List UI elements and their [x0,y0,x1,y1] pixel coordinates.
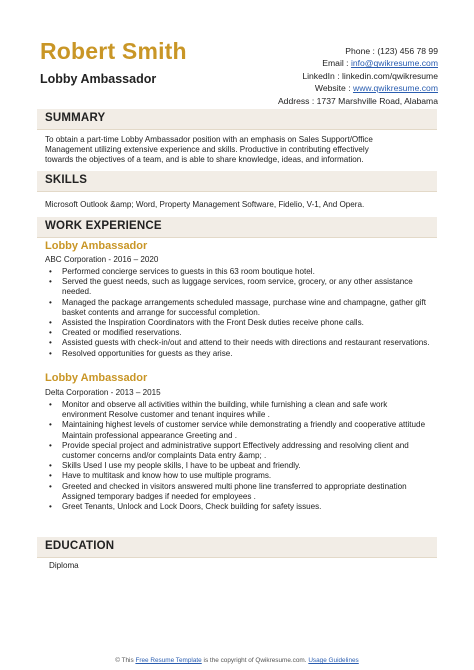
experience-section-header [37,217,437,238]
job-company-dates: Delta Corporation - 2013 – 2015 [45,388,161,397]
free-resume-template-link[interactable]: Free Resume Template [135,657,202,664]
phone-label: Phone : [345,46,378,56]
experience-heading: WORK EXPERIENCE [45,220,162,232]
list-item: • Assisted the Inspiration Coordinators with the Front Desk duties receive phone calls. [45,318,430,328]
address-value: 1737 Marshville Road, Alabama [316,95,438,106]
summary-section-header [37,109,437,130]
website-link[interactable]: www.qwikresume.com [352,83,438,94]
skills-section-header [37,171,437,192]
skills-heading: SKILLS [45,174,88,186]
summary-text [45,135,430,166]
list-item: • Skills Used I use my people skills, I have to be upbeat and friendly. [45,461,430,471]
list-item: • Greeted and checked in visitors answered multi phone line transferred to appropriate destination Assigned temporary badges if needed for employees . [45,482,430,502]
list-item: • Managed the package arrangements scheduled massage, purchase wine and champagne, gather gift basket contents and arrange for successful completion. [45,298,430,318]
candidate-title: Lobby Ambassador [40,72,157,86]
job-company-dates: ABC Corporation - 2016 – 2020 [45,255,159,264]
contact-phone [208,45,438,57]
phone-value: (123) 456 78 99 [377,46,438,56]
job-responsibilities [45,400,430,512]
list-item: • Provide special project and administrative support Effectively addressing and resolving client and customer concerns and/or complaints Data entry &amp; . [45,441,430,461]
summary-heading: SUMMARY [45,112,106,124]
education-heading: EDUCATION [45,540,115,552]
education-text: Diploma [49,561,79,570]
footer-prefix: © This [115,657,136,664]
summary-line: Management utilizing extensive experience and skills. Productive in contributing effectively [45,145,369,155]
list-item: • Assisted guests with check-in/out and attend to their needs with directions and restaurant reservations. [45,338,430,348]
email-label: Email : [322,58,351,69]
skills-text: Microsoft Outlook &amp; Word, Property Management Software, Fidelio, V-1, And Opera. [45,200,365,209]
summary-line: To obtain a part-time Lobby Ambassador position with an emphasis on Sales Support/Office [45,135,373,144]
list-item: • Greet Tenants, Unlock and Lock Doors, Check building for safety issues. [45,502,430,512]
summary-line: towards the objectives of a team, and is able to share knowledge, ideas, and information. [45,155,364,165]
email-link[interactable]: info@qwikresume.com [350,58,438,69]
job-responsibilities [45,267,430,359]
footer-middle: is the copyright of Qwikresume.com. [201,657,309,664]
contact-website [208,82,438,94]
list-item: • Created or modified reservations. [45,328,430,338]
contact-address [208,95,438,107]
contact-email [208,57,438,69]
list-item: • Performed concierge services to guests in this 63 room boutique hotel. [45,267,430,277]
list-item: • Served the guest needs, such as luggage services, room service, grocery, or any other assistance needed. [45,277,430,297]
address-label: Address : [277,95,317,106]
website-label: Website : [314,83,353,94]
list-item: • Maintaining highest levels of customer service while demonstrating a friendly and cooperative attitude Maintain professional appearance Greeting and . [45,420,430,440]
candidate-name: Robert Smith [40,38,187,64]
linkedin-value: linkedin.com/qwikresume [342,70,438,81]
linkedin-label: LinkedIn : [302,70,342,81]
copyright-footer [0,657,474,664]
list-item: • Have to multitask and know how to use multiple programs. [45,471,430,481]
job-title: Lobby Ambassador [45,372,148,384]
contact-linkedin [208,70,438,82]
list-item: • Resolved opportunities for guests as they arise. [45,349,430,359]
contact-block [208,45,438,107]
job-title: Lobby Ambassador [45,240,148,252]
education-section-header [37,537,437,558]
usage-guidelines-link[interactable]: Usage Guidelines [308,657,359,664]
list-item: • Monitor and observe all activities within the building, while furnishing a clean and safe work environment Resolve customer and tenant inquires while . [45,400,430,420]
